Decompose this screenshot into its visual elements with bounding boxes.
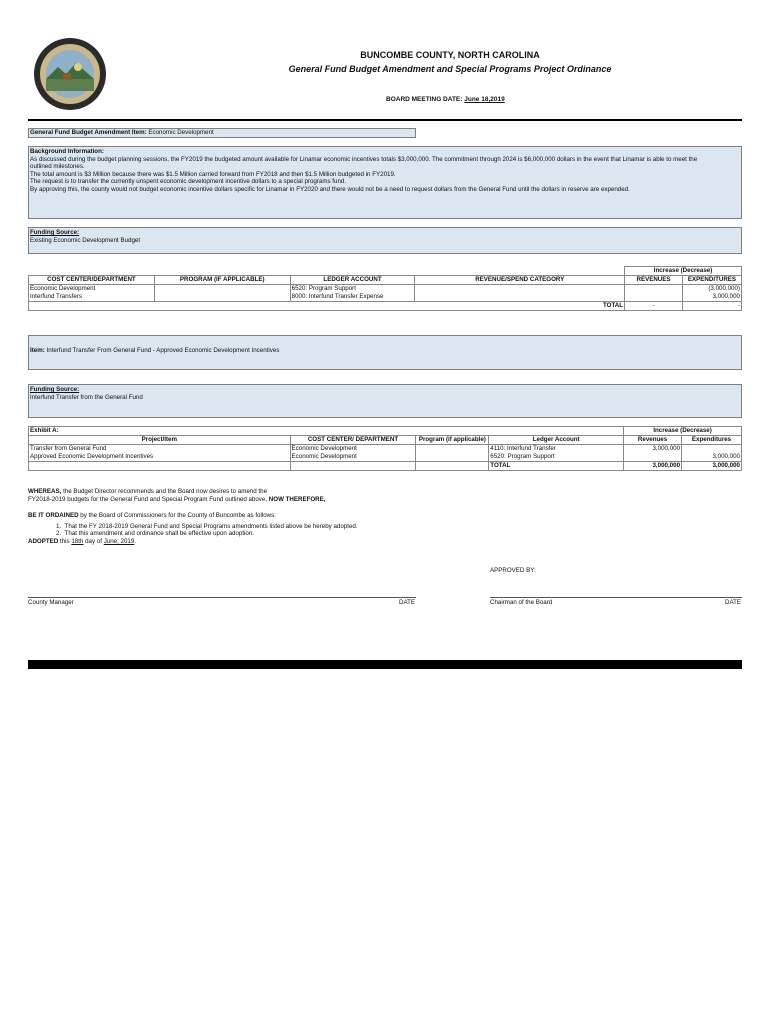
exhibit-table bbox=[28, 426, 742, 471]
county-name: BUNCOMBE COUNTY, NORTH CAROLINA bbox=[360, 50, 540, 60]
background-label: Background Information: bbox=[30, 148, 104, 155]
expenditure-cell bbox=[682, 445, 742, 454]
amendment-item-box bbox=[28, 128, 416, 138]
col-header: REVENUES bbox=[625, 276, 683, 285]
col-header: EXPENDITURES bbox=[682, 276, 741, 285]
whereas-bold: WHEREAS, bbox=[28, 488, 62, 495]
amendment-item-value: Economic Development bbox=[148, 129, 214, 136]
col-header: Ledger Account bbox=[489, 436, 624, 445]
whereas-text: the Budget Director recommends and the Board now desires to amend the bbox=[61, 488, 268, 495]
budget-table bbox=[28, 266, 742, 311]
adopted-month: June, 2019 bbox=[103, 537, 135, 545]
background-line: outlined milestones. bbox=[30, 163, 85, 171]
background-line: The total amount is $3 Million because there was $1.5 Million carried forward from FY2018 and then $1.5 Million budgeted in FY2019. bbox=[30, 170, 396, 178]
revenue-cell: 3,000,000 bbox=[624, 445, 682, 454]
funding-source-value: Existing Economic Development Budget bbox=[30, 236, 141, 244]
category-cell bbox=[415, 293, 625, 302]
col-header: REVENUE/SPEND CATEGORY bbox=[415, 276, 625, 285]
ledger-cell: 8000: Interfund Transfer Expense bbox=[290, 293, 415, 302]
ledger-cell: 6520: Program Support bbox=[489, 453, 624, 462]
adopted-text: this bbox=[58, 537, 72, 545]
program-cell bbox=[416, 453, 489, 462]
now-therefore: NOW THEREFORE, bbox=[267, 495, 326, 503]
chairman-date-label: DATE bbox=[725, 599, 742, 606]
col-header: Project/Item bbox=[29, 436, 291, 445]
exhibit-increase-label: Increase (Decrease) bbox=[624, 427, 742, 436]
col-header: LEDGER ACCOUNT bbox=[290, 276, 415, 285]
ordinance-title: General Fund Budget Amendment and Special Programs Project Ordinance bbox=[288, 64, 612, 74]
total-label: TOTAL bbox=[489, 462, 624, 471]
item-box bbox=[28, 335, 742, 370]
manager-date-label: DATE bbox=[399, 599, 416, 606]
exhibit-label: Exhibit A: bbox=[29, 427, 624, 436]
ordained-item-text: That the FY 2018-2019 General Fund and Special Programs amendments listed above be hereby adopted. bbox=[64, 522, 358, 530]
program-cell bbox=[416, 445, 489, 454]
ordained-item-text: That this amendment and ordinance shall be effective upon adoption. bbox=[64, 530, 255, 538]
ordained-item-1: 1. That the FY 2018-2019 General Fund and Special Programs amendments listed above be hereby adopted. bbox=[56, 522, 358, 530]
revenue-cell bbox=[625, 285, 683, 294]
ledger-cell: 4110: Interfund Transfer bbox=[489, 445, 624, 454]
total-revenue: - bbox=[625, 302, 683, 311]
ledger-cell: 6520: Program Support bbox=[290, 285, 415, 294]
item-value: Interfund Transfer From General Fund - Approved Economic Development Incentives bbox=[46, 347, 280, 354]
cost-center-cell: Economic Development bbox=[290, 445, 416, 454]
program-cell bbox=[154, 293, 290, 302]
footer-bar bbox=[28, 660, 742, 669]
meeting-date-label: BOARD MEETING DATE: bbox=[386, 96, 463, 103]
ordained-bold: BE IT ORDAINED bbox=[28, 512, 79, 519]
funding-source-label: Funding Source: bbox=[30, 229, 80, 236]
header-divider bbox=[28, 119, 742, 121]
funding-source-box bbox=[28, 227, 742, 254]
project-cell: Approved Economic Development Incentives bbox=[29, 453, 291, 462]
total-expenditure: - bbox=[682, 302, 741, 311]
table-row bbox=[29, 293, 742, 302]
background-line: By approving this, the county would not budget economic incentive dollars specific for Linamar in FY2020 and there would not be a need to request dollars from the General Fund until the dollars in reserve are expended. bbox=[30, 185, 630, 193]
expenditure-cell: (3,000,000) bbox=[682, 285, 741, 294]
whereas-line2: FY2018-2019 budgets for the General Fund and Special Program Fund outlined above, bbox=[28, 495, 268, 503]
meeting-date: June 18,2019 bbox=[464, 96, 505, 103]
total-row bbox=[29, 302, 742, 311]
col-header: PROGRAM (IF APPLICABLE) bbox=[154, 276, 290, 285]
col-header: COST CENTER/ DEPARTMENT bbox=[290, 436, 416, 445]
background-box bbox=[28, 146, 742, 219]
table-row bbox=[29, 285, 742, 294]
adopted-bold: ADOPTED bbox=[28, 537, 59, 545]
cost-center-cell: Economic Development bbox=[290, 453, 416, 462]
cost-center-cell: Interfund Transfers bbox=[29, 293, 155, 302]
adopted-line bbox=[28, 538, 628, 546]
amendment-item-label: General Fund Budget Amendment Item: bbox=[30, 129, 147, 136]
chairman-label: Chairman of the Board bbox=[490, 599, 553, 606]
increase-decrease-label: Increase (Decrease) bbox=[625, 267, 742, 276]
background-line: As discussed during the budget planning sessions, the FY2019 the budgeted amount available for Linamar economic incentives totals $3,000,000. The commitment through 2024 is $6,000,000 dollars in the event that Linamar is able to meet the bbox=[30, 155, 698, 163]
chairman-signature-line bbox=[490, 597, 742, 598]
col-header: COST CENTER/DEPARTMENT bbox=[29, 276, 155, 285]
adopted-mid: day of bbox=[83, 537, 104, 545]
funding-source-box-2 bbox=[28, 384, 742, 418]
funding-source-label: Funding Source: bbox=[30, 386, 80, 393]
county-seal-logo bbox=[33, 37, 107, 111]
table-row bbox=[29, 453, 742, 462]
project-cell: Transfer from General Fund bbox=[29, 445, 291, 454]
adopted-end: . bbox=[134, 537, 137, 545]
approved-by: APPROVED BY: bbox=[490, 567, 536, 574]
background-line: The request is to transfer the currently unspent economic development incentive dollars to a special programs fund. bbox=[30, 178, 347, 186]
expenditure-cell: 3,000,000 bbox=[682, 293, 741, 302]
total-revenue: 3,000,000 bbox=[624, 462, 682, 471]
county-manager-label: County Manager bbox=[28, 599, 74, 606]
meeting-date-line bbox=[386, 96, 505, 103]
table-row bbox=[29, 445, 742, 454]
ordained-item-2: 2. That this amendment and ordinance shall be effective upon adoption. bbox=[56, 530, 255, 538]
whereas-paragraph bbox=[28, 488, 528, 503]
revenue-cell bbox=[625, 293, 683, 302]
revenue-cell bbox=[624, 453, 682, 462]
item-label: Item: bbox=[30, 347, 45, 354]
adopted-day: 18th bbox=[71, 537, 84, 545]
funding-source-value: Interfund Transfer from the General Fund bbox=[30, 393, 143, 401]
col-header: Program (if applicable) bbox=[416, 436, 489, 445]
col-header: Expenditures bbox=[682, 436, 742, 445]
category-cell bbox=[415, 285, 625, 294]
program-cell bbox=[154, 285, 290, 294]
total-expenditure: 3,000,000 bbox=[682, 462, 742, 471]
ordained-paragraph bbox=[28, 512, 628, 545]
expenditure-cell: 3,000,000 bbox=[682, 453, 742, 462]
ordained-text: by the Board of Commissioners for the County of Buncombe as follows: bbox=[78, 512, 276, 519]
total-row bbox=[29, 462, 742, 471]
manager-signature-line bbox=[28, 597, 416, 598]
total-label: TOTAL bbox=[29, 302, 625, 311]
cost-center-cell: Economic Development bbox=[29, 285, 155, 294]
col-header: Revenues bbox=[624, 436, 682, 445]
